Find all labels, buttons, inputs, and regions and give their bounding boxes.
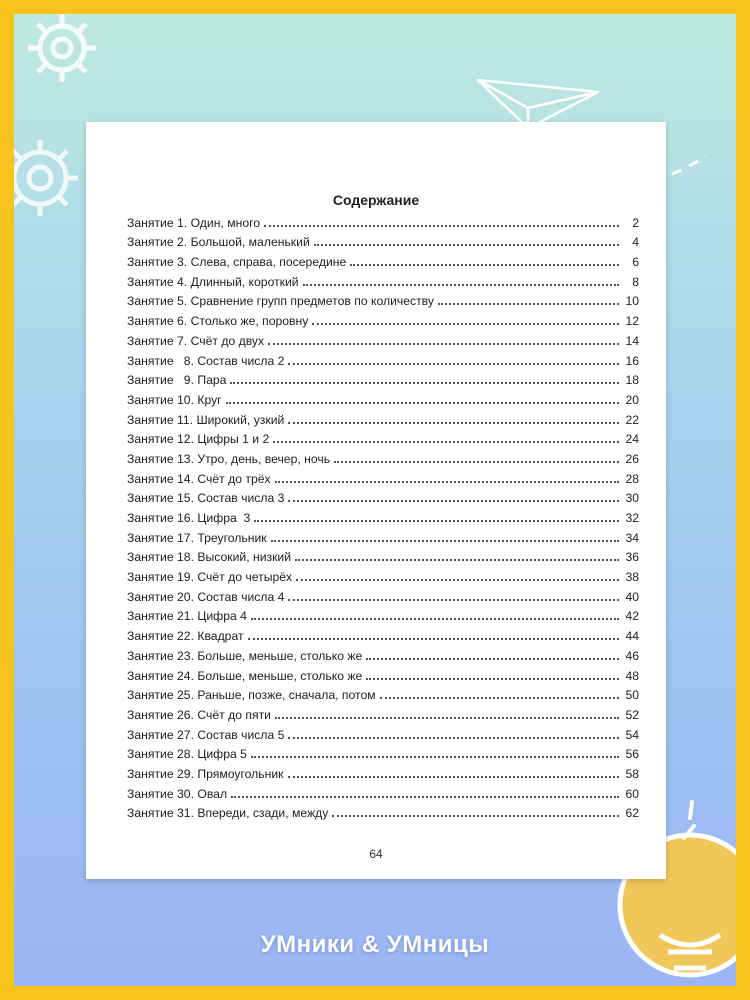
toc-entry-page: 20 xyxy=(625,392,639,407)
toc-entry xyxy=(127,643,639,663)
toc-leader-dots xyxy=(332,814,619,817)
toc-entry-page: 60 xyxy=(625,786,639,801)
toc-entry xyxy=(127,584,639,604)
toc-leader-dots xyxy=(248,637,619,640)
toc-entry-page: 50 xyxy=(625,688,639,703)
toc-entry xyxy=(127,407,639,427)
toc-entry-page: 26 xyxy=(625,451,639,466)
toc-entry xyxy=(127,683,639,703)
toc-entry-label: Занятие 28. Цифра 5 xyxy=(127,747,247,762)
toc-entry-page: 34 xyxy=(625,530,639,545)
toc-entry-label: Занятие 12. Цифры 1 и 2 xyxy=(127,432,270,447)
toc-entry xyxy=(127,801,639,821)
toc-leader-dots xyxy=(288,775,620,778)
toc-entry-label: Занятие 9. Пара xyxy=(127,373,227,388)
toc-entry-page: 4 xyxy=(632,235,639,250)
toc-entry xyxy=(127,368,639,388)
toc-entry xyxy=(127,308,639,328)
toc-entry-page: 58 xyxy=(625,766,639,781)
toc-entry xyxy=(127,486,639,506)
toc-leader-dots xyxy=(288,499,619,502)
toc-entry-label: Занятие 30. Овал xyxy=(127,786,228,801)
toc-entry-label: Занятие 2. Большой, маленький xyxy=(127,235,310,250)
toc-entry xyxy=(127,525,639,545)
toc-leader-dots xyxy=(303,283,619,286)
toc-entry-page: 14 xyxy=(625,333,639,348)
toc-entry-label: Занятие 17. Треугольник xyxy=(127,530,267,545)
toc-entry-label: Занятие 19. Счёт до четырёх xyxy=(127,570,293,585)
toc-entry-page: 30 xyxy=(625,491,639,506)
toc-entry-label: Занятие 3. Слева, справа, посередине xyxy=(127,255,347,270)
toc-leader-dots xyxy=(275,480,619,483)
toc-leader-dots xyxy=(271,539,619,542)
toc-leader-dots xyxy=(288,421,619,424)
toc-entry-page: 42 xyxy=(625,609,639,624)
toc-leader-dots xyxy=(254,519,619,522)
toc-leader-dots xyxy=(380,696,619,699)
toc-leader-dots xyxy=(231,795,619,798)
toc-entry-page: 38 xyxy=(625,570,639,585)
toc-entry-label: Занятие 27. Состав числа 5 xyxy=(127,727,285,742)
toc-leader-dots xyxy=(251,617,619,620)
toc-entry xyxy=(127,348,639,368)
page-number: 64 xyxy=(369,847,383,861)
book-page xyxy=(86,122,666,879)
toc-entry-page: 36 xyxy=(625,550,639,565)
toc-list xyxy=(127,210,639,820)
toc-entry xyxy=(127,446,639,466)
toc-leader-dots xyxy=(366,677,619,680)
gear-icon xyxy=(2,140,78,216)
toc-leader-dots xyxy=(273,440,619,443)
toc-entry xyxy=(127,702,639,722)
toc-entry xyxy=(127,781,639,801)
toc-leader-dots xyxy=(438,302,619,305)
toc-leader-dots xyxy=(314,243,619,246)
paper-plane-icon xyxy=(478,80,598,128)
toc-entry-label: Занятие 11. Широкий, узкий xyxy=(127,412,285,427)
toc-entry xyxy=(127,564,639,584)
toc-entry-label: Занятие 4. Длинный, короткий xyxy=(127,274,299,289)
toc-entry-label: Занятие 1. Один, много xyxy=(127,215,261,230)
toc-entry-page: 48 xyxy=(625,668,639,683)
toc-leader-dots xyxy=(296,578,619,581)
toc-entry xyxy=(127,604,639,624)
toc-entry-label: Занятие 20. Состав числа 4 xyxy=(127,589,285,604)
toc-entry xyxy=(127,505,639,525)
toc-entry-label: Занятие 16. Цифра 3 xyxy=(127,511,251,525)
toc-entry-page: 16 xyxy=(625,353,639,368)
toc-entry xyxy=(127,761,639,781)
toc-entry xyxy=(127,230,639,250)
toc-entry xyxy=(127,623,639,643)
toc-entry-label: Занятие 22. Квадрат xyxy=(127,629,244,644)
toc-entry-label: Занятие 15. Состав числа 3 xyxy=(127,491,285,506)
toc-entry-page: 52 xyxy=(625,707,639,722)
toc-leader-dots xyxy=(366,657,619,660)
toc-entry-page: 24 xyxy=(625,432,639,447)
toc-entry xyxy=(127,387,639,407)
toc-leader-dots xyxy=(334,460,619,463)
toc-entry-label: Занятие 14. Счёт до трёх xyxy=(127,471,271,486)
toc-entry-label: Занятие 6. Столько же, поровну xyxy=(127,314,309,329)
toc-entry xyxy=(127,249,639,269)
toc-entry xyxy=(127,269,639,289)
toc-entry-page: 8 xyxy=(632,274,639,289)
toc-entry-label: Занятие 18. Высокий, низкий xyxy=(127,550,292,565)
toc-entry-page: 2 xyxy=(632,215,639,230)
toc-entry-label: Занятие 24. Больше, меньше, столько же xyxy=(127,668,363,683)
toc-leader-dots xyxy=(251,755,619,758)
toc-entry-label: Занятие 29. Прямоугольник xyxy=(127,766,284,781)
toc-entry-page: 46 xyxy=(625,648,639,663)
toc-entry xyxy=(127,427,639,447)
toc-entry-page: 28 xyxy=(625,471,639,486)
toc-entry-label: Занятие 21. Цифра 4 xyxy=(127,609,247,624)
toc-leader-dots xyxy=(295,558,619,561)
toc-entry xyxy=(127,722,639,742)
toc-leader-dots xyxy=(288,736,619,739)
toc-entry-label: Занятие 25. Раньше, позже, сначала, потом xyxy=(127,688,376,703)
toc-entry-label: Занятие 8. Состав числа 2 xyxy=(127,353,285,368)
toc-entry-page: 10 xyxy=(625,294,639,309)
toc-title: Содержание xyxy=(332,192,420,208)
toc-leader-dots xyxy=(275,716,619,719)
toc-leader-dots xyxy=(230,381,619,384)
toc-entry-page: 18 xyxy=(625,373,639,388)
toc-leader-dots xyxy=(288,362,619,365)
toc-leader-dots xyxy=(226,401,619,404)
toc-entry-page: 6 xyxy=(632,255,639,270)
toc-entry-label: Занятие 31. Впереди, сзади, между xyxy=(127,806,329,821)
toc-entry-label: Занятие 10. Круг xyxy=(127,392,222,407)
toc-leader-dots xyxy=(350,263,619,266)
toc-entry-page: 56 xyxy=(625,747,639,762)
toc-entry-label: Занятие 5. Сравнение групп предметов по количеству xyxy=(127,294,434,309)
toc-entry xyxy=(127,742,639,762)
toc-entry-label: Занятие 26. Счёт до пяти xyxy=(127,707,271,722)
brand-title: УМники & УМницы xyxy=(260,931,490,958)
toc-leader-dots xyxy=(268,342,619,345)
toc-entry xyxy=(127,545,639,565)
toc-entry-page: 44 xyxy=(625,629,639,644)
toc-entry-page: 22 xyxy=(625,412,639,427)
toc-leader-dots xyxy=(288,598,619,601)
toc-entry-page: 54 xyxy=(625,727,639,742)
toc-entry-label: Занятие 23. Больше, меньше, столько же xyxy=(127,648,363,663)
toc-entry xyxy=(127,328,639,348)
toc-leader-dots xyxy=(312,322,619,325)
toc-entry-label: Занятие 13. Утро, день, вечер, ночь xyxy=(127,451,331,466)
toc-entry-page: 40 xyxy=(625,589,639,604)
toc-leader-dots xyxy=(264,224,619,227)
toc-entry xyxy=(127,663,639,683)
toc-entry-page: 62 xyxy=(625,806,639,821)
toc-entry xyxy=(127,466,639,486)
toc-entry xyxy=(127,289,639,309)
toc-entry-page: 32 xyxy=(625,511,639,525)
gear-icon xyxy=(28,14,96,82)
toc-entry-page: 12 xyxy=(625,314,639,329)
toc-entry-label: Занятие 7. Счёт до двух xyxy=(127,333,265,348)
toc-entry xyxy=(127,210,639,230)
